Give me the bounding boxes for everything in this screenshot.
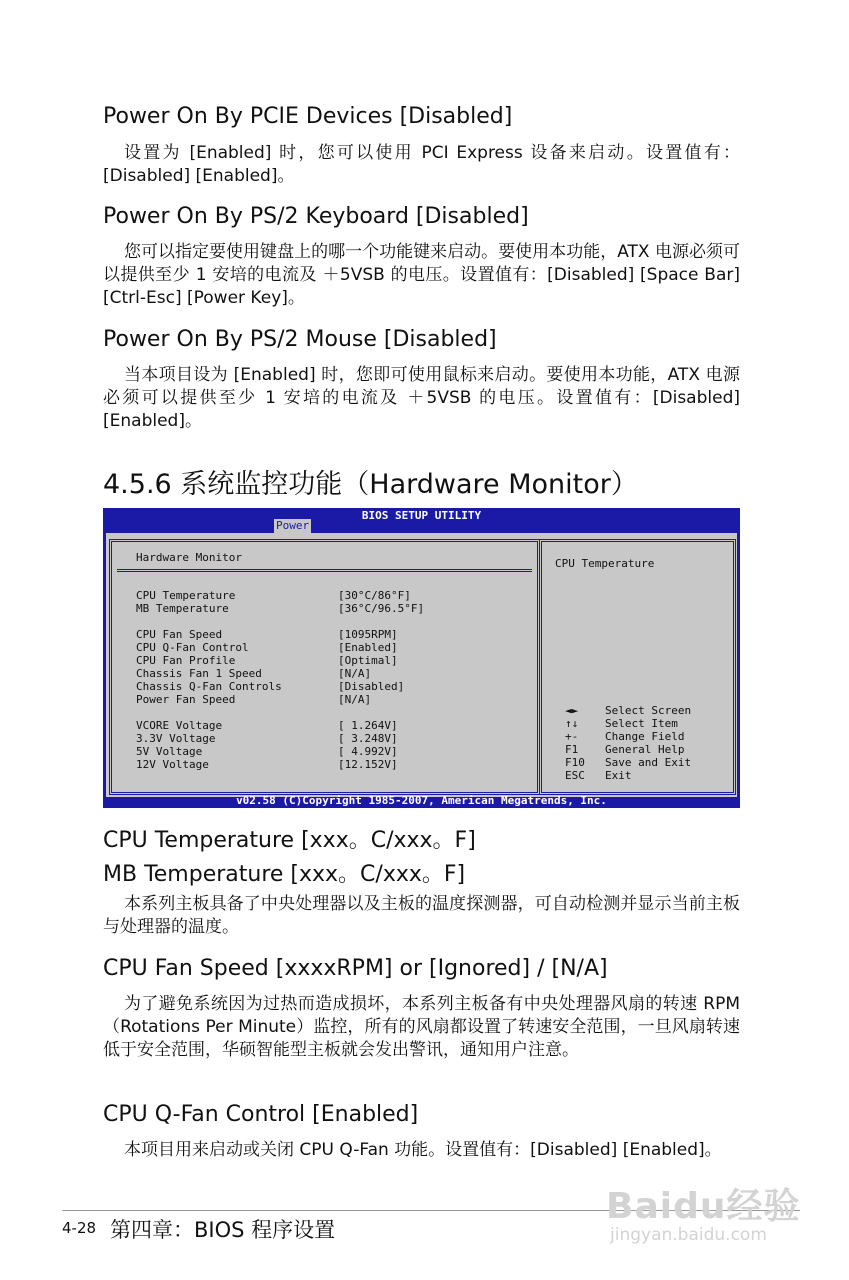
heading-cpu-q-fan-control: CPU Q-Fan Control [Enabled] [103,1102,419,1127]
setting-value: [36°C/96.5°F] [338,602,425,615]
setting-value: [30°C/86°F] [338,589,411,602]
setting-label: 3.3V Voltage [136,732,216,745]
key-hint-exit [565,769,632,782]
panel-header: Hardware Monitor [136,551,242,564]
chapter-title: 第四章：BIOS 程序设置 [110,1218,336,1242]
setting-value: [ 1.264V] [338,719,398,732]
paragraph-power-on-mouse: 当本项目设为 [Enabled] 时，您即可使用鼠标来启动。要使用本功能，ATX 电源必须可以提供至少 1 安培的电流及 ＋5VSB 的电压。设置值有：[Disabled] [Enabled]。 [103,365,740,431]
setting-value: [Enabled] [338,641,398,654]
help-title: CPU Temperature [555,557,655,570]
key-hint-change-field [565,730,684,743]
setting-label: 5V Voltage [136,745,203,758]
bios-screenshot [103,508,740,808]
setting-label: CPU Fan Speed [136,628,223,641]
bios-panel [106,533,737,797]
key-label: F10 [565,756,585,769]
paragraph-power-on-pcie: 设置为 [Enabled] 时，您可以使用 PCI Express 设备来启动。设置值有：[Disabled] [Enabled]。 [103,143,740,186]
paragraph-cpu-q-fan-control: 本项目用来启动或关闭 CPU Q-Fan 功能。设置值有：[Disabled] [Enabled]。 [124,1140,722,1160]
settings-panel [109,539,540,795]
key-hint-save-exit [565,756,691,769]
tab-power[interactable]: Power [276,519,310,532]
setting-value: [1095RPM] [338,628,398,641]
key-label: +- [565,730,579,743]
key-label: F1 [565,743,579,756]
key-hint-select-item [565,717,678,730]
setting-label: MB Temperature [136,602,229,615]
heading-mb-temperature: MB Temperature [xxx。C/xxx。F] [103,862,466,887]
setting-row[interactable] [136,745,398,758]
key-label: ESC [565,769,585,782]
left-right-arrows-icon: ◄► [565,704,579,717]
setting-label: CPU Fan Profile [136,654,236,667]
setting-label: CPU Temperature [136,589,236,602]
setting-row[interactable] [136,719,398,732]
setting-value: [12.152V] [338,758,398,771]
heading-cpu-temperature: CPU Temperature [xxx。C/xxx。F] [103,828,476,853]
setting-row[interactable] [136,654,398,667]
key-description: Change Field [605,730,685,743]
paragraph-cpu-fan-speed: 为了避免系统因为过热而造成损坏，本系列主板备有中央处理器风扇的转速 RPM（Rotations Per Minute）监控，所有的风扇都设置了转速安全范围，一旦风扇转速低于安全范围，华硕智能型主板就会发出警讯，通知用户注意。 [103,994,740,1060]
heading-cpu-fan-speed: CPU Fan Speed [xxxxRPM] or [Ignored] / [N/A] [103,956,608,981]
watermark-url: jingyan.baidu.com [610,1225,767,1245]
up-down-arrows-icon: ↑↓ [565,717,579,730]
key-hint-general-help [565,743,684,756]
setting-value: [Disabled] [338,680,405,693]
key-description: Save and Exit [605,756,692,769]
setting-row[interactable] [136,693,371,706]
setting-row[interactable] [136,589,411,602]
key-description: Exit [605,769,632,782]
page-number: 4-28 [62,1219,97,1237]
heading-power-on-keyboard: Power On By PS/2 Keyboard [Disabled] [103,204,529,229]
heading-power-on-mouse: Power On By PS/2 Mouse [Disabled] [103,327,497,352]
setting-row[interactable] [136,641,398,654]
paragraph-temperature: 本系列主板具备了中央处理器以及主板的温度探测器，可自动检测并显示当前主板与处理器的温度。 [103,894,740,937]
bios-title: BIOS SETUP UTILITY [361,509,482,522]
bios-copyright: v02.58 (C)Copyright 1985-2007, American Megatrends, Inc. [236,794,607,807]
setting-label: CPU Q-Fan Control [136,641,249,654]
divider [117,569,532,572]
setting-value: [ 3.248V] [338,732,398,745]
setting-row[interactable] [136,628,398,641]
section-title: 4.5.6 系统监控功能（Hardware Monitor） [103,469,638,500]
setting-row[interactable] [136,680,404,693]
key-description: Select Item [605,717,678,730]
baidu-watermark-logo: Baidu经验 [606,1186,801,1227]
heading-power-on-pcie: Power On By PCIE Devices [Disabled] [103,104,513,129]
setting-row[interactable] [136,667,371,680]
setting-label: 12V Voltage [136,758,209,771]
setting-value: [ 4.992V] [338,745,398,758]
setting-row[interactable] [136,758,398,771]
setting-label: Power Fan Speed [136,693,236,706]
key-description: Select Screen [605,704,692,717]
setting-row[interactable] [136,732,398,745]
help-panel [539,539,736,795]
setting-value: [N/A] [338,667,372,680]
setting-label: Chassis Q-Fan Controls [136,680,282,693]
setting-label: VCORE Voltage [136,719,223,732]
setting-value: [Optimal] [338,654,398,667]
setting-row[interactable] [136,602,424,615]
key-description: General Help [605,743,685,756]
paragraph-power-on-keyboard: 您可以指定要使用键盘上的哪一个功能键来启动。要使用本功能，ATX 电源必须可以提供至少 1 安培的电流及 ＋5VSB 的电压。设置值有：[Disabled] [Space Bar] [Ctrl-Esc] [Power Key]。 [103,242,740,308]
setting-label: Chassis Fan 1 Speed [136,667,262,680]
key-hint-select-screen [565,704,691,717]
setting-value: [N/A] [338,693,372,706]
